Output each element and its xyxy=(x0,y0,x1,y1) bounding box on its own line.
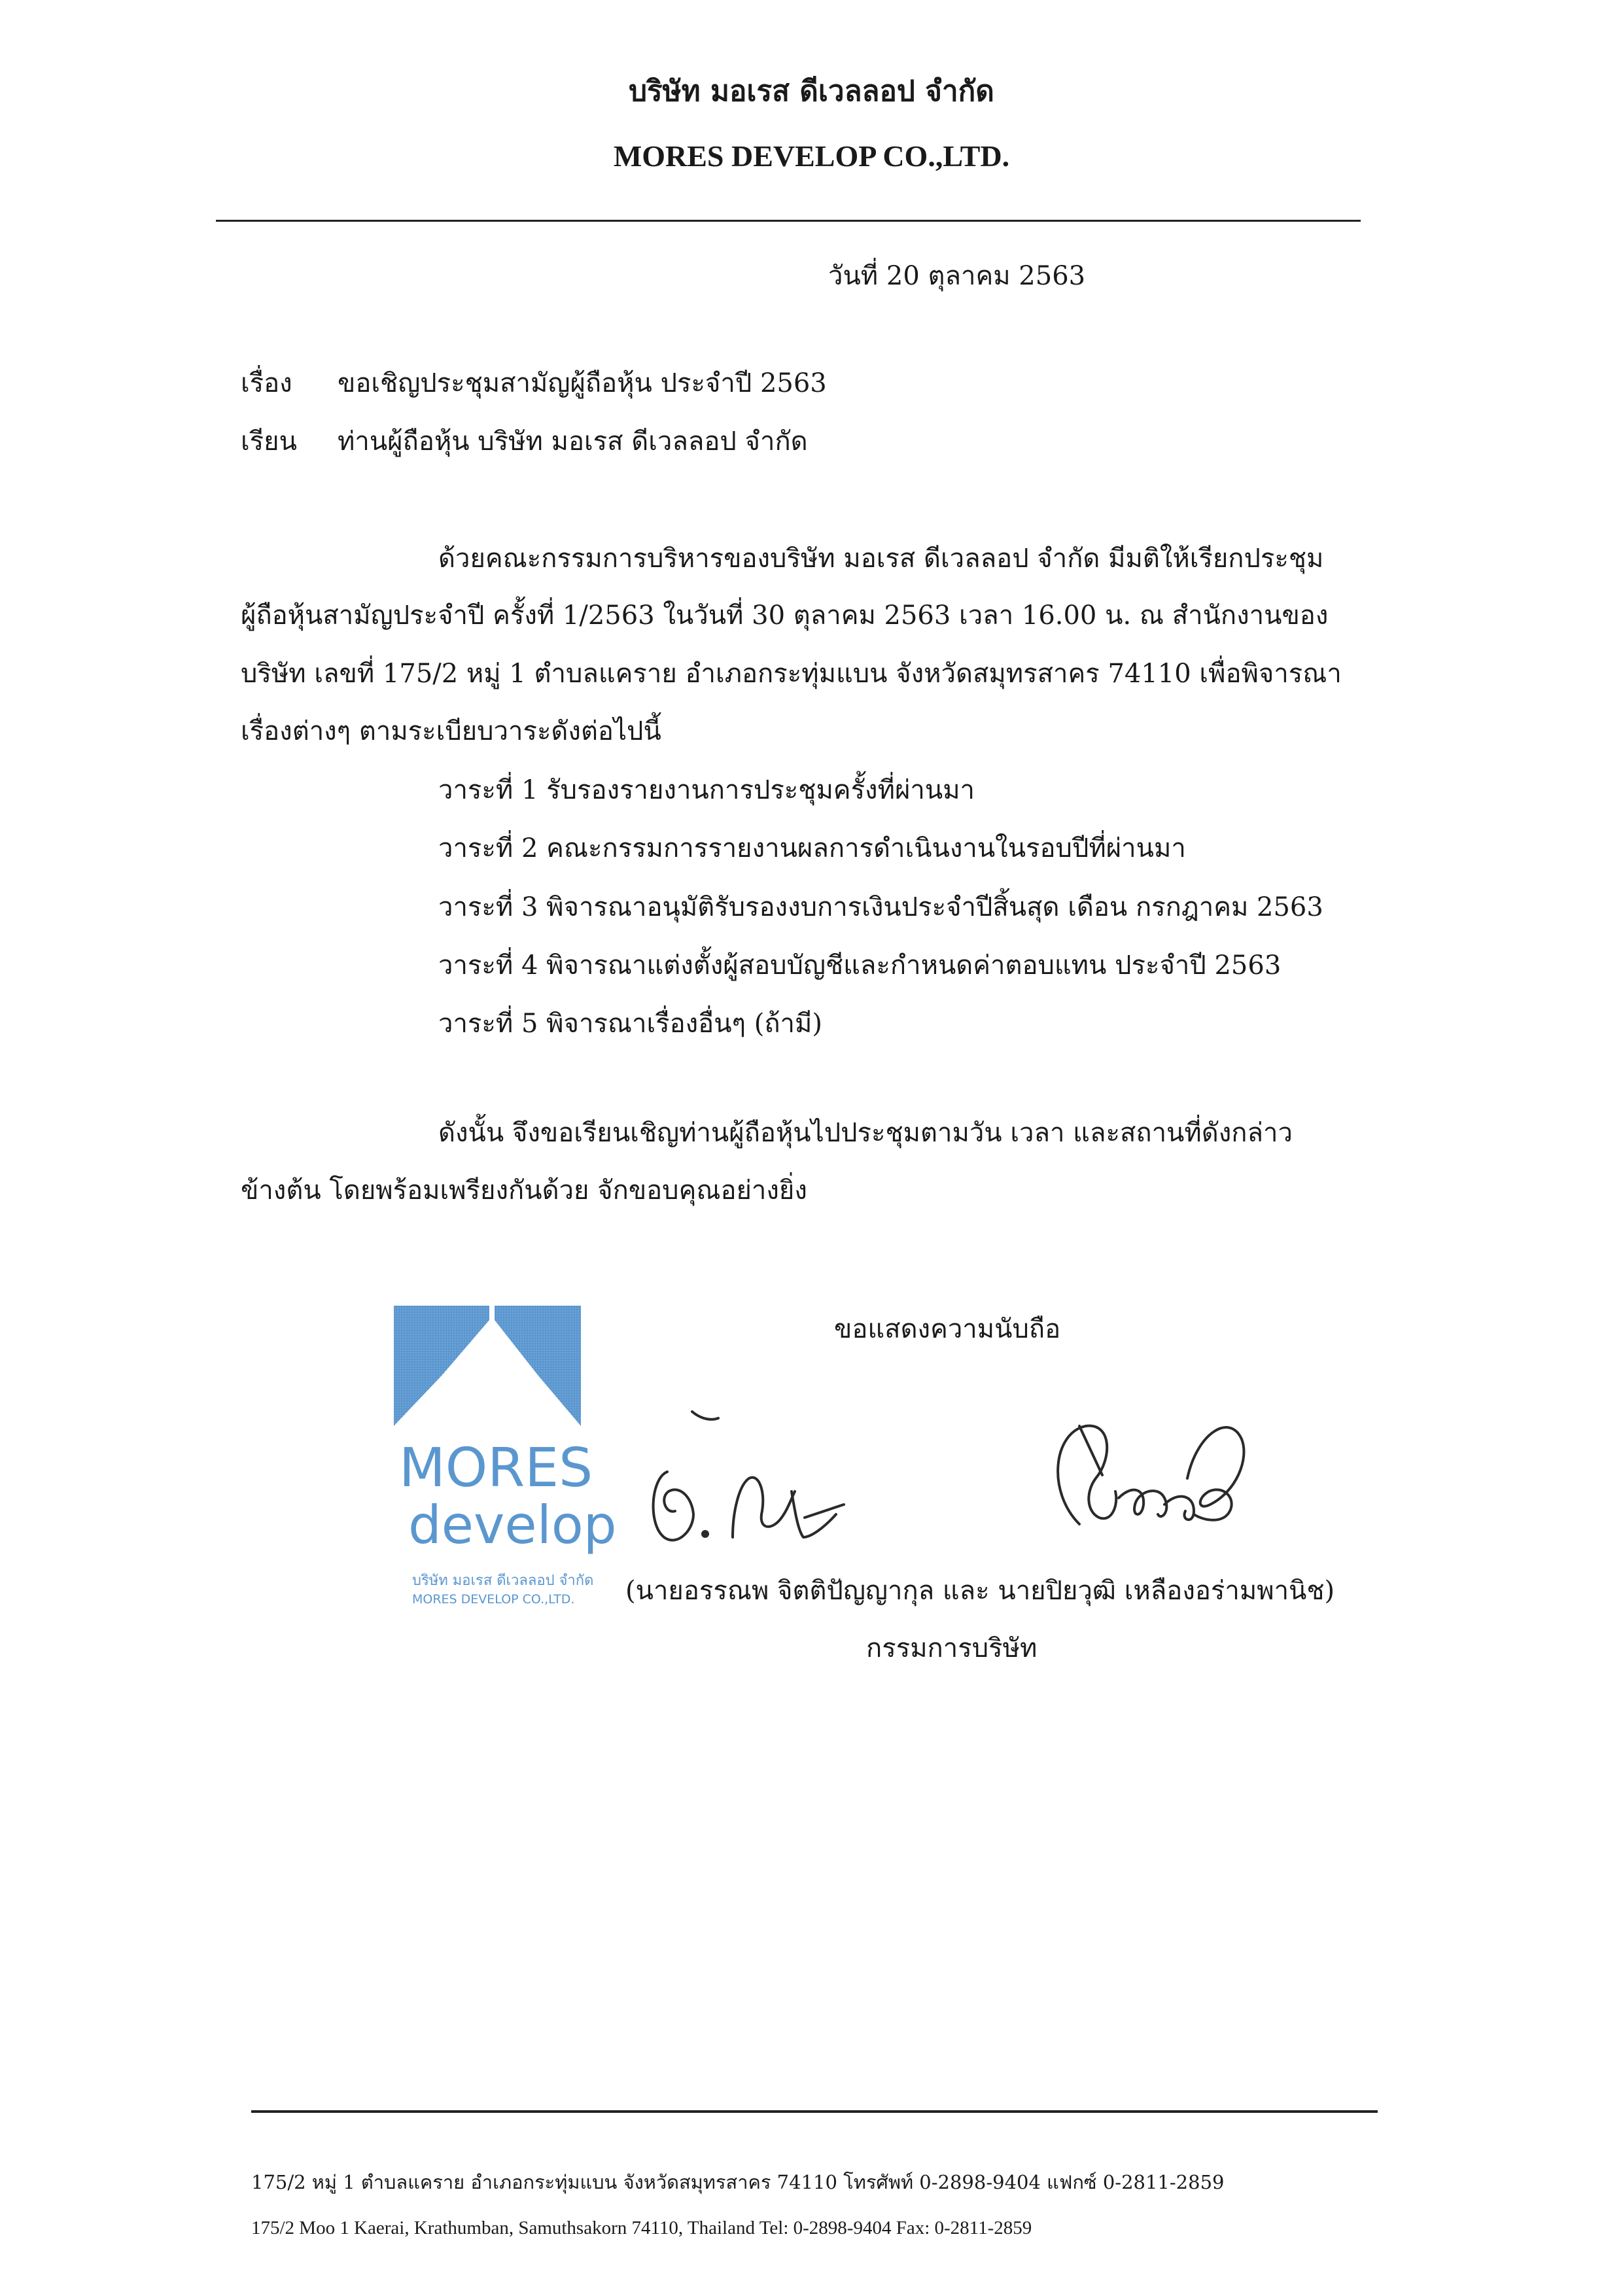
letter-date: วันที่ 20 ตุลาคม 2563 xyxy=(828,261,1086,291)
company-name-thai: บริษัท มอเรส ดีเวลลอป จำกัด xyxy=(629,75,994,108)
footer-address-thai: 175/2 หมู่ 1 ตำบลแคราย อำเภอกระทุ่มแบน จังหวัดสมุทรสาคร 74110 โทรศัพท์ 0-2898-9404 แฟกซ์ 0-2811-2859 xyxy=(251,2171,1225,2193)
agenda-item: วาระที่ 2 คณะกรรมการรายงานผลการดำเนินงานในรอบปีที่ผ่านมา xyxy=(438,833,1186,863)
recipient-label: เรียน xyxy=(241,426,297,457)
company-stamp xyxy=(391,1302,617,1643)
agenda-item: วาระที่ 4 พิจารณาแต่งตั้งผู้สอบบัญชีและกำหนดค่าตอบแทน ประจำปี 2563 xyxy=(438,950,1282,981)
footer-divider xyxy=(251,2110,1378,2113)
signature-right xyxy=(1034,1406,1256,1550)
paragraph-line: ผู้ถือหุ้นสามัญประจำปี ครั้งที่ 1/2563 ในวันที่ 30 ตุลาคม 2563 เวลา 16.00 น. ณ สำนักงานของ xyxy=(241,600,1329,631)
subject-text: ขอเชิญประชุมสามัญผู้ถือหุ้น ประจำปี 2563 xyxy=(338,368,827,398)
stamp-brand-line2: develop xyxy=(408,1495,617,1556)
paragraph-line: ข้างต้น โดยพร้อมเพรียงกันด้วย จักขอบคุณอย่างยิ่ง xyxy=(241,1175,807,1206)
agenda-item: วาระที่ 1 รับรองรายงานการประชุมครั้งที่ผ่านมา xyxy=(438,775,975,805)
agenda-item: วาระที่ 5 พิจารณาเรื่องอื่นๆ (ถ้ามี) xyxy=(438,1009,822,1039)
company-name-english: MORES DEVELOP CO.,LTD. xyxy=(613,139,1010,173)
stamp-company-english: MORES DEVELOP CO.,LTD. xyxy=(412,1592,575,1607)
header-divider xyxy=(216,220,1361,222)
signatory-names: (นายอรรณพ จิตติปัญญากุล และ นายปิยวุฒิ เหลืองอร่ามพานิช) xyxy=(625,1576,1335,1606)
footer-address-english: 175/2 Moo 1 Kaerai, Krathumban, Samuthsakorn 74110, Thailand Tel: 0-2898-9404 Fax: 0-2811-2859 xyxy=(251,2218,1032,2238)
paragraph-line: เรื่องต่างๆ ตามระเบียบวาระดังต่อไปนี้ xyxy=(241,716,661,746)
closing-text: ขอแสดงความนับถือ xyxy=(834,1314,1061,1344)
paragraph-line: บริษัท เลขที่ 175/2 หมู่ 1 ตำบลแคราย อำเภอกระทุ่มแบน จังหวัดสมุทรสาคร 74110 เพื่อพิจารณา xyxy=(241,659,1342,689)
signature-left xyxy=(628,1400,864,1557)
agenda-item: วาระที่ 3 พิจารณาอนุมัติรับรองงบการเงินประจำปีสิ้นสุด เดือน กรกฎาคม 2563 xyxy=(438,892,1323,922)
stamp-company-thai: บริษัท มอเรส ดีเวลลอป จำกัด xyxy=(412,1573,594,1589)
stamp-logo-icon xyxy=(391,1302,582,1433)
paragraph-line: ดังนั้น จึงขอเรียนเชิญท่านผู้ถือหุ้นไปประชุมตามวัน เวลา และสถานที่ดังกล่าว xyxy=(438,1118,1293,1148)
stamp-brand-line1: MORES xyxy=(399,1437,593,1499)
paragraph-line: ด้วยคณะกรรมการบริหารของบริษัท มอเรส ดีเวลลอป จำกัด มีมติให้เรียกประชุม xyxy=(438,544,1324,574)
recipient-text: ท่านผู้ถือหุ้น บริษัท มอเรส ดีเวลลอป จำกัด xyxy=(338,426,808,457)
signatory-position: กรรมการบริษัท xyxy=(866,1633,1038,1663)
subject-label: เรื่อง xyxy=(241,368,292,398)
